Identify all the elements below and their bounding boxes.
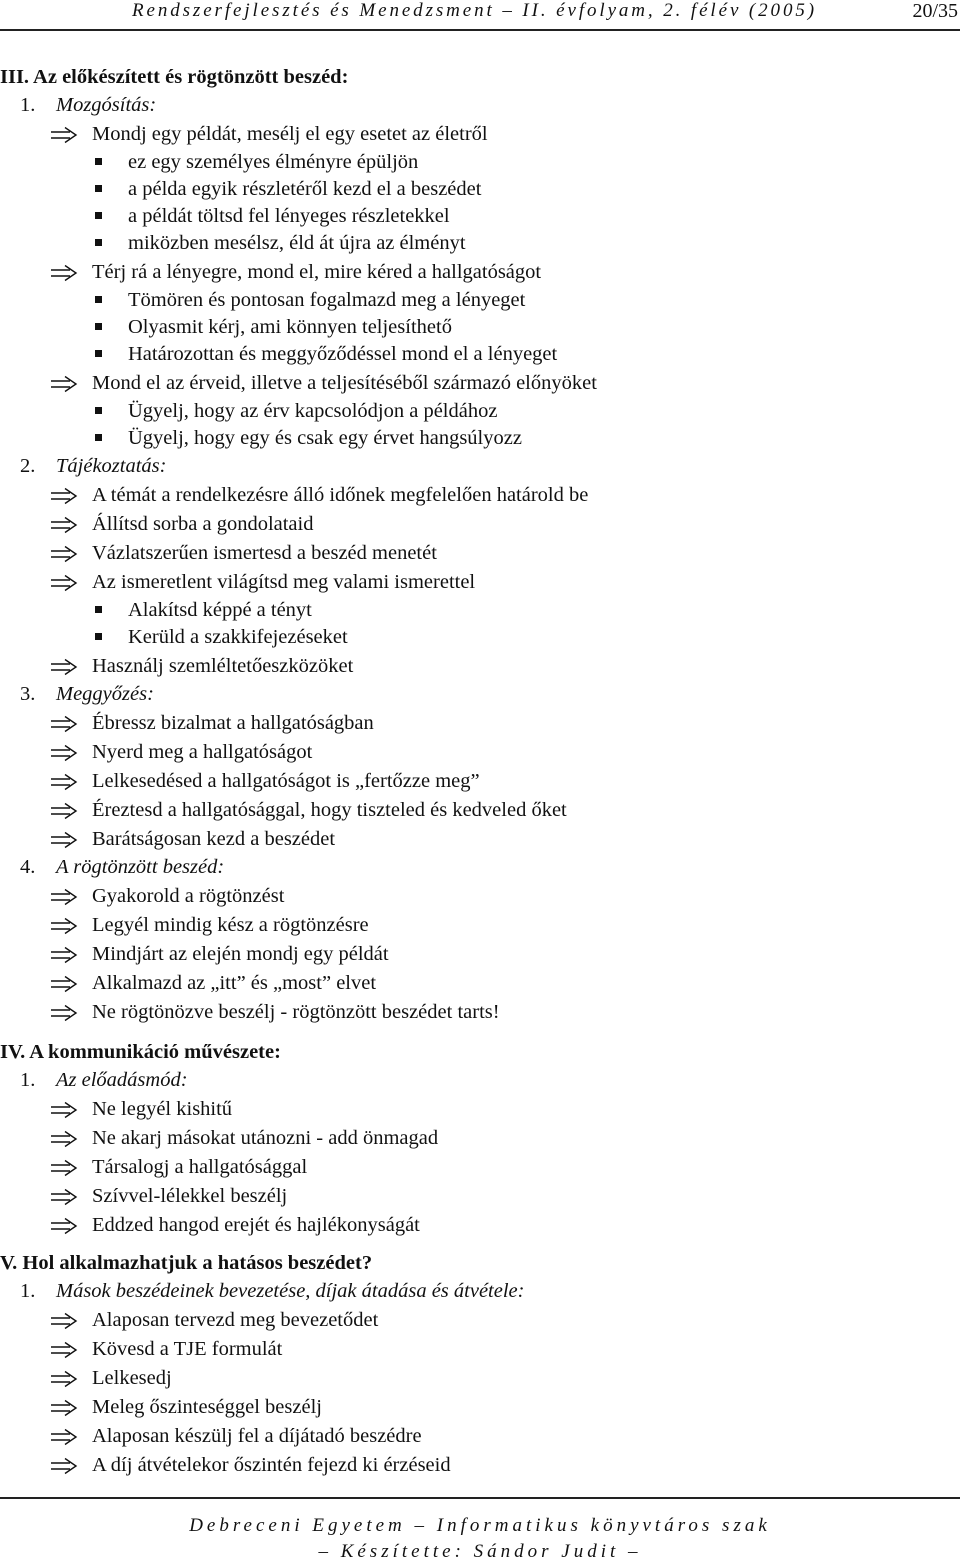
page-number: 20/35 xyxy=(912,0,958,22)
arrow-list-item xyxy=(50,1183,910,1209)
double-arrow-icon xyxy=(50,263,78,281)
square-bullet-icon xyxy=(95,158,102,165)
subsection-label: Meggyőzés: xyxy=(56,683,154,705)
square-bullet-icon xyxy=(95,633,102,640)
arrow-item-text: Térj rá a lényegre, mond el, mire kéred a hallgatóságot xyxy=(92,261,542,283)
double-arrow-icon xyxy=(50,515,78,533)
arrow-list-item xyxy=(50,970,910,996)
arrow-list-item xyxy=(50,941,910,967)
bullet-item-text: a példát töltsd fel lényeges részletekkel xyxy=(128,205,450,227)
double-arrow-icon xyxy=(50,544,78,562)
subsection-number: 2. xyxy=(20,455,36,477)
bullet-item-text: Alakítsd képpé a tényt xyxy=(128,599,312,621)
bullet-list-item xyxy=(95,314,915,340)
double-arrow-icon xyxy=(50,1369,78,1387)
arrow-item-text: Meleg őszinteséggel beszélj xyxy=(92,1396,322,1418)
arrow-list-item xyxy=(50,1452,910,1478)
arrow-item-text: Alaposan tervezd meg bevezetődet xyxy=(92,1309,379,1331)
arrow-list-item xyxy=(50,653,910,679)
subsection-heading xyxy=(0,453,900,479)
arrow-item-text: Alkalmazd az „itt” és „most” elvet xyxy=(92,972,377,994)
arrow-item-text: Mond el az érveid, illetve a teljesítéséből származó előnyöket xyxy=(92,372,597,394)
footer-line-2: – Készítette: Sándor Judit – xyxy=(318,1541,642,1562)
section-heading: III. Az előkészített és rögtönzött beszéd: xyxy=(0,66,349,88)
header-divider xyxy=(0,29,960,31)
arrow-list-item xyxy=(50,710,910,736)
subsection-number: 3. xyxy=(20,683,36,705)
subsection-heading xyxy=(0,1278,900,1304)
double-arrow-icon xyxy=(50,801,78,819)
square-bullet-icon xyxy=(95,606,102,613)
arrow-list-item xyxy=(50,739,910,765)
arrow-item-text: Lelkesedésed a hallgatóságot is „fertőzze meg” xyxy=(92,770,480,792)
arrow-item-text: Barátságosan kezd a beszédet xyxy=(92,828,336,850)
arrow-item-text: Éreztesd a hallgatósággal, hogy tiszteled és kedveled őket xyxy=(92,799,567,821)
arrow-list-item xyxy=(50,1365,910,1391)
arrow-item-text: Kövesd a TJE formulát xyxy=(92,1338,283,1360)
section-heading: V. Hol alkalmazhatjuk a hatásos beszédet? xyxy=(0,1252,373,1274)
arrow-list-item xyxy=(50,1212,910,1238)
bullet-list-item xyxy=(95,425,915,451)
header-title: Rendszerfejlesztés és Menedzsment – II. évfolyam, 2. félév (2005) xyxy=(132,0,817,21)
subsection-label: Mozgósítás: xyxy=(56,94,157,116)
arrow-list-item xyxy=(50,912,910,938)
bullet-item-text: a példa egyik részletéről kezd el a beszédet xyxy=(128,178,482,200)
arrow-list-item xyxy=(50,883,910,909)
bullet-list-item xyxy=(95,597,915,623)
double-arrow-icon xyxy=(50,772,78,790)
double-arrow-icon xyxy=(50,1398,78,1416)
double-arrow-icon xyxy=(50,1158,78,1176)
subsection-heading xyxy=(0,92,900,118)
double-arrow-icon xyxy=(50,657,78,675)
double-arrow-icon xyxy=(50,1427,78,1445)
arrow-item-text: Gyakorold a rögtönzést xyxy=(92,885,285,907)
arrow-list-item xyxy=(50,121,910,147)
bullet-list-item xyxy=(95,341,915,367)
arrow-item-text: Ne akarj másokat utánozni - add önmagad xyxy=(92,1127,439,1149)
square-bullet-icon xyxy=(95,407,102,414)
bullet-item-text: Kerüld a szakkifejezéseket xyxy=(128,626,348,648)
square-bullet-icon xyxy=(95,185,102,192)
square-bullet-icon xyxy=(95,239,102,246)
arrow-item-text: Alaposan készülj fel a díjátadó beszédre xyxy=(92,1425,422,1447)
square-bullet-icon xyxy=(95,296,102,303)
page-header xyxy=(0,0,960,26)
arrow-list-item xyxy=(50,797,910,823)
arrow-item-text: Állítsd sorba a gondolataid xyxy=(92,513,314,535)
bullet-item-text: Ügyelj, hogy egy és csak egy érvet hangsúlyozz xyxy=(128,427,522,449)
bullet-list-item xyxy=(95,230,915,256)
arrow-item-text: Ébressz bizalmat a hallgatóságban xyxy=(92,712,374,734)
arrow-list-item xyxy=(50,370,910,396)
double-arrow-icon xyxy=(50,1311,78,1329)
double-arrow-icon xyxy=(50,1187,78,1205)
arrow-item-text: Ne legyél kishitű xyxy=(92,1098,233,1120)
double-arrow-icon xyxy=(50,573,78,591)
arrow-list-item xyxy=(50,1154,910,1180)
double-arrow-icon xyxy=(50,916,78,934)
bullet-list-item xyxy=(95,176,915,202)
double-arrow-icon xyxy=(50,945,78,963)
footer-line-1: Debreceni Egyetem – Informatikus könyvtáros szak xyxy=(189,1515,771,1536)
double-arrow-icon xyxy=(50,125,78,143)
double-arrow-icon xyxy=(50,1456,78,1474)
arrow-list-item xyxy=(50,826,910,852)
bullet-list-item xyxy=(95,203,915,229)
subsection-number: 1. xyxy=(20,1280,36,1302)
double-arrow-icon xyxy=(50,743,78,761)
subsection-number: 4. xyxy=(20,856,36,878)
arrow-list-item xyxy=(50,569,910,595)
square-bullet-icon xyxy=(95,323,102,330)
arrow-list-item xyxy=(50,540,910,566)
double-arrow-icon xyxy=(50,374,78,392)
bullet-list-item xyxy=(95,149,915,175)
bullet-list-item xyxy=(95,398,915,424)
arrow-list-item xyxy=(50,1307,910,1333)
arrow-item-text: Szívvel-lélekkel beszélj xyxy=(92,1185,288,1207)
arrow-item-text: A témát a rendelkezésre álló időnek megfelelően határold be xyxy=(92,484,589,506)
bullet-item-text: miközben mesélsz, éld át újra az élményt xyxy=(128,232,466,254)
section-heading: IV. A kommunikáció művészete: xyxy=(0,1041,281,1063)
double-arrow-icon xyxy=(50,887,78,905)
subsection-label: Mások beszédeinek bevezetése, díjak átadása és átvétele: xyxy=(56,1280,525,1302)
square-bullet-icon xyxy=(95,212,102,219)
bullet-item-text: Határozottan és meggyőződéssel mond el a lényeget xyxy=(128,343,558,365)
arrow-item-text: Mondj egy példát, mesélj el egy esetet az életről xyxy=(92,123,488,145)
subsection-number: 1. xyxy=(20,94,36,116)
arrow-item-text: Vázlatszerűen ismertesd a beszéd menetét xyxy=(92,542,437,564)
arrow-list-item xyxy=(50,768,910,794)
arrow-item-text: Legyél mindig kész a rögtönzésre xyxy=(92,914,369,936)
double-arrow-icon xyxy=(50,830,78,848)
subsection-heading xyxy=(0,1067,900,1093)
arrow-item-text: Nyerd meg a hallgatóságot xyxy=(92,741,313,763)
arrow-list-item xyxy=(50,999,910,1025)
square-bullet-icon xyxy=(95,350,102,357)
arrow-item-text: Használj szemléltetőeszközöket xyxy=(92,655,354,677)
bullet-item-text: Tömören és pontosan fogalmazd meg a lényeget xyxy=(128,289,526,311)
arrow-list-item xyxy=(50,1394,910,1420)
bullet-item-text: Ügyelj, hogy az érv kapcsolódjon a példához xyxy=(128,400,498,422)
double-arrow-icon xyxy=(50,1216,78,1234)
arrow-item-text: Társalogj a hallgatósággal xyxy=(92,1156,308,1178)
arrow-item-text: Eddzed hangod erejét és hajlékonyságát xyxy=(92,1214,420,1236)
bullet-list-item xyxy=(95,287,915,313)
subsection-label: Tájékoztatás: xyxy=(56,455,167,477)
bullet-list-item xyxy=(95,624,915,650)
double-arrow-icon xyxy=(50,1129,78,1147)
double-arrow-icon xyxy=(50,1100,78,1118)
subsection-label: Az előadásmód: xyxy=(56,1069,188,1091)
arrow-item-text: Mindjárt az elején mondj egy példát xyxy=(92,943,389,965)
arrow-list-item xyxy=(50,1125,910,1151)
double-arrow-icon xyxy=(50,486,78,504)
bullet-item-text: Olyasmit kérj, ami könnyen teljesíthető xyxy=(128,316,452,338)
subsection-heading xyxy=(0,681,900,707)
arrow-list-item xyxy=(50,1336,910,1362)
arrow-item-text: Az ismeretlent világítsd meg valami ismerettel xyxy=(92,571,476,593)
arrow-list-item xyxy=(50,1096,910,1122)
square-bullet-icon xyxy=(95,434,102,441)
arrow-list-item xyxy=(50,1423,910,1449)
arrow-item-text: Lelkesedj xyxy=(92,1367,172,1389)
footer-divider xyxy=(0,1497,960,1499)
double-arrow-icon xyxy=(50,974,78,992)
arrow-list-item xyxy=(50,511,910,537)
bullet-item-text: ez egy személyes élményre épüljön xyxy=(128,151,419,173)
double-arrow-icon xyxy=(50,714,78,732)
arrow-item-text: A díj átvételekor őszintén fejezd ki érzéseid xyxy=(92,1454,451,1476)
arrow-list-item xyxy=(50,482,910,508)
double-arrow-icon xyxy=(50,1340,78,1358)
arrow-item-text: Ne rögtönözve beszélj - rögtönzött beszédet tarts! xyxy=(92,1001,500,1023)
double-arrow-icon xyxy=(50,1003,78,1021)
subsection-label: A rögtönzött beszéd: xyxy=(56,856,225,878)
subsection-heading xyxy=(0,854,900,880)
subsection-number: 1. xyxy=(20,1069,36,1091)
arrow-list-item xyxy=(50,259,910,285)
